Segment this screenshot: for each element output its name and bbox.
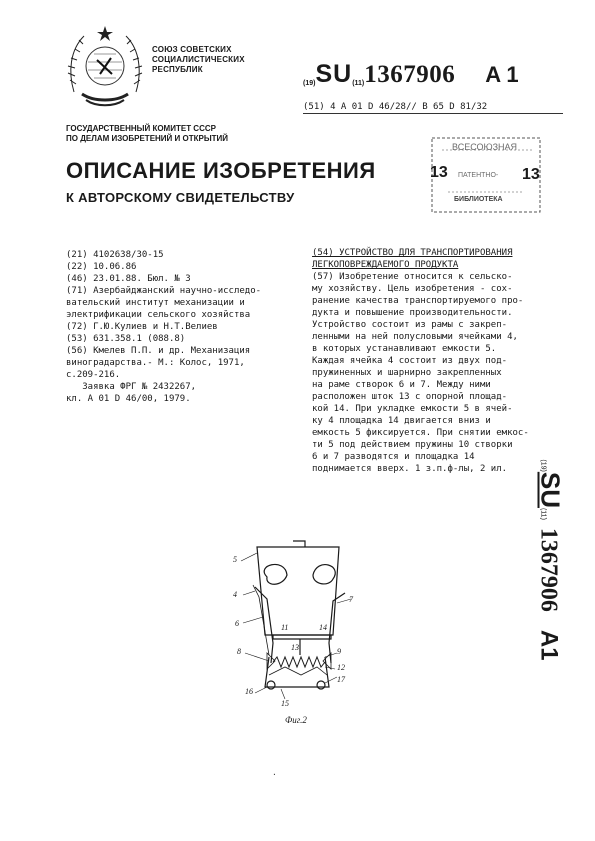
abstract-line: ранение качества транспортируемого про- [312, 296, 524, 306]
label-14: 14 [319, 623, 327, 632]
org-line-3: РЕСПУБЛИК [152, 65, 203, 74]
biblio-line: (56) Кмелев П.П. и др. Механизация [66, 346, 251, 356]
label-9: 9 [337, 647, 341, 656]
stray-mark: . [272, 768, 277, 777]
abstract-line: 6 и 7 разводятся и площадка 14 [312, 452, 475, 462]
biblio-line: (21) 4102638/30-15 [66, 250, 164, 260]
figure-caption: Фиг.2 [285, 715, 307, 725]
patent-number: 1367906 [364, 61, 456, 88]
library-stamp [428, 136, 544, 214]
biblio-line: (53) 631.358.1 (088.8) [66, 334, 186, 344]
biblio-line: (46) 23.01.88. Бюл. № 3 [66, 274, 191, 284]
org-line-2: СОЦИАЛИСТИЧЕСКИХ [152, 55, 245, 64]
label-13: 13 [291, 643, 299, 652]
biblio-line: (22) 10.06.86 [66, 262, 137, 272]
org-line-1: СОЮЗ СОВЕТСКИХ [152, 45, 232, 54]
abstract-line: Каждая ячейка 4 состоит из двух под- [312, 356, 508, 366]
side-country: SU [535, 471, 566, 508]
abstract-line: емкость 5 фиксируется. При снятии емкос- [312, 428, 529, 438]
figure-2-drawing [225, 535, 355, 730]
label-4: 4 [233, 590, 237, 599]
committee-line-1: ГОСУДАРСТВЕННЫЙ КОМИТЕТ СССР [66, 124, 216, 133]
idx-19: (19) [303, 80, 316, 87]
biblio-line: с.209-216. [66, 370, 121, 380]
label-7: 7 [349, 595, 353, 604]
country-code: SU [315, 60, 353, 88]
side-number: 1367906 [535, 527, 562, 612]
invention-title-line: ЛЕГКОПОВРЕЖДАЕМОГО ПРОДУКТА [312, 260, 459, 270]
abstract-line: поднимается вверх. 1 з.п.ф-лы, 2 ил. [312, 464, 508, 474]
label-15: 15 [281, 699, 289, 708]
abstract-line: Устройство состоит из рамы с закреп- [312, 320, 508, 330]
invention-title-line: (54) УСТРОЙСТВО ДЛЯ ТРАНСПОРТИРОВАНИЯ [312, 248, 513, 258]
abstract-line: (57) Изобретение относится к сельско- [312, 272, 513, 282]
label-8: 8 [237, 647, 241, 656]
label-12: 12 [337, 663, 345, 672]
idx-11: (11) [352, 80, 365, 87]
abstract-line: ку 4 площадка 14 двигается вниз и [312, 416, 491, 426]
label-11: 11 [281, 623, 289, 632]
abstract-line: на раме створок 6 и 7. Между ними [312, 380, 491, 390]
state-committee [66, 124, 306, 144]
committee-line-2: ПО ДЕЛАМ ИЗОБРЕТЕНИЙ И ОТКРЫТИЙ [66, 134, 229, 143]
label-6: 6 [235, 619, 239, 628]
biblio-line: вательский институт механизации и [66, 298, 245, 308]
issuing-country [152, 45, 292, 75]
biblio-line: электрификации сельского хозяйства [66, 310, 251, 320]
biblio-line: кл. A 01 D 46/00, 1979. [66, 394, 191, 404]
ussr-emblem [64, 22, 146, 114]
ipc-rule [303, 113, 563, 114]
document-title: ОПИСАНИЕ ИЗОБРЕТЕНИЯ [66, 158, 376, 183]
ipc-classification [303, 102, 563, 114]
side-kind: A1 [535, 629, 563, 661]
abstract-line: дукта и повышение производительности. [312, 308, 513, 318]
label-16: 16 [245, 687, 253, 696]
abstract-line: в которых устанавливают емкости 5. [312, 344, 497, 354]
side-idx-19: (19) [539, 459, 547, 472]
stamp-label-top: ВСЕСОЮЗНАЯ [452, 142, 518, 152]
publication-number [303, 60, 519, 89]
abstract-line: му хозяйству. Цель изобретения - сох- [312, 284, 513, 294]
document-subtitle: К АВТОРСКОМУ СВИДЕТЕЛЬСТВУ [66, 190, 295, 205]
stamp-label-bottom: БИБЛИОТЕКА [454, 196, 503, 203]
abstract-line: расположен шток 13 с опорной площад- [312, 392, 508, 402]
stamp-right-number: 13 [522, 166, 540, 183]
biblio-line: (72) Г.Ю.Кулиев и Н.Т.Велиев [66, 322, 218, 332]
abstract-line: ти 5 под действием пружины 10 створки [312, 440, 513, 450]
abstract-line: пружиненных и шарнирно закрепленных [312, 368, 502, 378]
side-idx-11: (11) [539, 507, 547, 520]
biblio-line: Заявка ФРГ № 2432267, [66, 382, 197, 392]
bibliographic-data [66, 249, 302, 405]
label-5: 5 [233, 555, 237, 564]
abstract-line: кой 14. При укладке емкости 5 в ячей- [312, 404, 513, 414]
stamp-label-mid: ПАТЕНТНО- [458, 172, 499, 179]
biblio-line: виноградарства.- М.: Колос, 1971, [66, 358, 245, 368]
label-17: 17 [337, 675, 345, 684]
stamp-left-number: 13 [430, 164, 448, 181]
kind-code: A 1 [485, 62, 519, 87]
biblio-line: (71) Азербайджанский научно-исследо- [66, 286, 262, 296]
ipc-text: (51) 4 A 01 D 46/28// B 65 D 81/32 [303, 102, 488, 112]
side-patent-code [525, 440, 575, 680]
abstract-line: ленными на ней полусловыми ячейками 4, [312, 332, 518, 342]
